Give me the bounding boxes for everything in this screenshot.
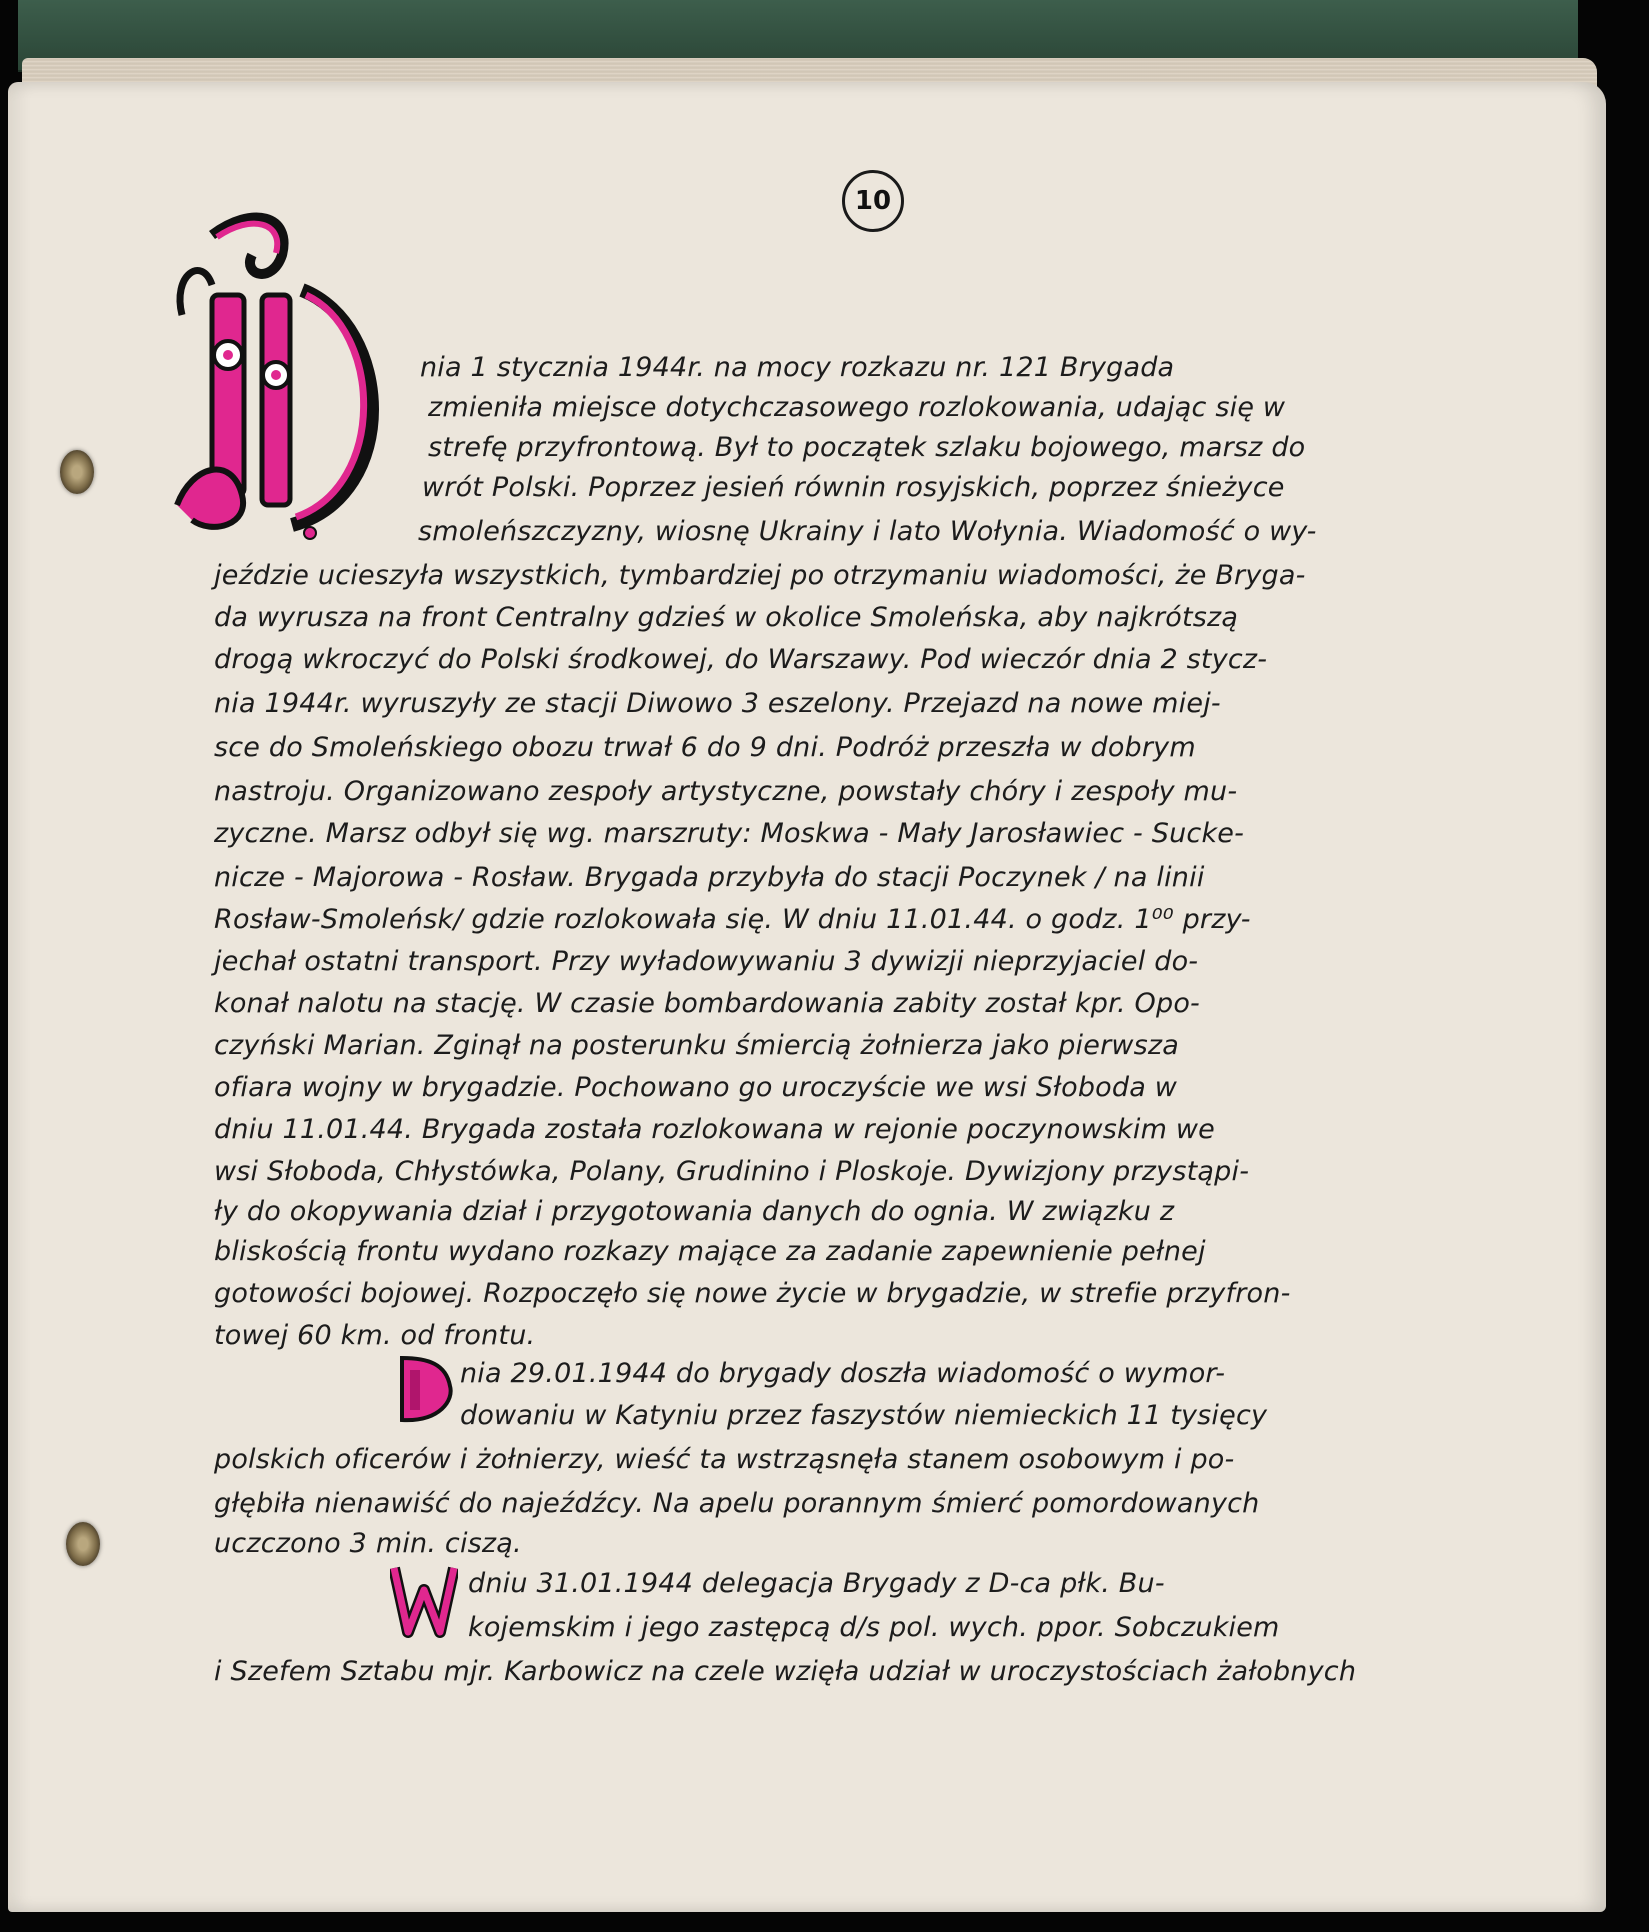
text-line: smoleńszczyzny, wiosnę Ukrainy i lato Wołynia. Wiadomość o wy-	[418, 516, 1317, 547]
initial-d-small	[390, 1350, 458, 1428]
text-line: strefę przyfrontową. Był to początek szlaku bojowego, marsz do	[428, 432, 1306, 463]
text-line: jechał ostatni transport. Przy wyładowywaniu 3 dywizji nieprzyjaciel do-	[214, 946, 1199, 977]
text-line: zmieniła miejsce dotychczasowego rozlokowania, udając się w	[428, 392, 1286, 423]
binder-hole-top	[60, 450, 94, 494]
text-line: nicze - Majorowa - Rosław. Brygada przybyła do stacji Poczynek / na linii	[214, 862, 1205, 893]
text-line: czyński Marian. Zginął na posterunku śmiercią żołnierza jako pierwsza	[214, 1030, 1180, 1061]
illuminated-initial-d	[172, 195, 412, 540]
text-line: bliskością frontu wydano rozkazy mające za zadanie zapewnienie pełnej	[214, 1236, 1206, 1267]
text-line: ły do okopywania dział i przygotowania danych do ognia. W związku z	[214, 1196, 1175, 1227]
text-line: sce do Smoleńskiego obozu trwał 6 do 9 dni. Podróż przeszła w dobrym	[214, 732, 1196, 763]
text-line: nastroju. Organizowano zespoły artystyczne, powstały chóry i zespoły mu-	[214, 776, 1238, 807]
text-line: nia 29.01.1944 do brygady doszła wiadomość o wymor-	[460, 1358, 1226, 1389]
initial-w-small	[390, 1560, 458, 1640]
text-line: dniu 31.01.1944 delegacja Brygady z D-ca płk. Bu-	[468, 1568, 1165, 1599]
text-line: ofiara wojny w brygadzie. Pochowano go uroczyście we wsi Słoboda w	[214, 1072, 1178, 1103]
text-line: wrót Polski. Poprzez jesień równin rosyjskich, poprzez śnieżyce	[422, 472, 1285, 503]
text-line: i Szefem Sztabu mjr. Karbowicz na czele wzięła udział w uroczystościach żałobnych	[214, 1656, 1357, 1687]
text-line: polskich oficerów i żołnierzy, wieść ta wstrząsnęła stanem osobowym i po-	[214, 1444, 1235, 1475]
text-line: Rosław-Smoleńsk/ gdzie rozlokowała się. W dniu 11.01.44. o godz. 1⁰⁰ przy-	[214, 904, 1251, 935]
text-line: zyczne. Marsz odbył się wg. marszruty: Moskwa - Mały Jarosławiec - Sucke-	[214, 818, 1245, 849]
text-line: jeździe ucieszyła wszystkich, tymbardziej po otrzymaniu wiadomości, że Bryga-	[214, 560, 1306, 591]
text-line: towej 60 km. od frontu.	[214, 1320, 536, 1351]
text-line: konał nalotu na stację. W czasie bombardowania zabity został kpr. Opo-	[214, 988, 1200, 1019]
text-line: kojemskim i jego zastępcą d/s pol. wych. ppor. Sobczukiem	[468, 1612, 1280, 1643]
text-line: da wyrusza na front Centralny gdzieś w okolice Smoleńska, aby najkrótszą	[214, 602, 1239, 633]
text-line: gotowości bojowej. Rozpoczęło się nowe życie w brygadzie, w strefie przyfron-	[214, 1278, 1291, 1309]
binder-hole-bottom	[66, 1522, 100, 1566]
text-line: głębiła nienawiść do najeźdźcy. Na apelu porannym śmierć pomordowanych	[214, 1488, 1260, 1519]
text-line: nia 1944r. wyruszyły ze stacji Diwowo 3 eszelony. Przejazd na nowe miej-	[214, 688, 1221, 719]
text-line: nia 1 stycznia 1944r. na mocy rozkazu nr. 121 Brygada	[420, 352, 1175, 383]
page-number: 10	[842, 170, 904, 232]
text-line: drogą wkroczyć do Polski środkowej, do Warszawy. Pod wieczór dnia 2 stycz-	[214, 644, 1268, 675]
text-line: uczczono 3 min. ciszą.	[214, 1528, 522, 1559]
text-line: dniu 11.01.44. Brygada została rozlokowana w rejonie poczynowskim we	[214, 1114, 1215, 1145]
text-line: dowaniu w Katyniu przez faszystów niemieckich 11 tysięcy	[460, 1400, 1268, 1431]
text-line: wsi Słoboda, Chłystówka, Polany, Grudinino i Ploskoje. Dywizjony przystąpi-	[214, 1156, 1250, 1187]
